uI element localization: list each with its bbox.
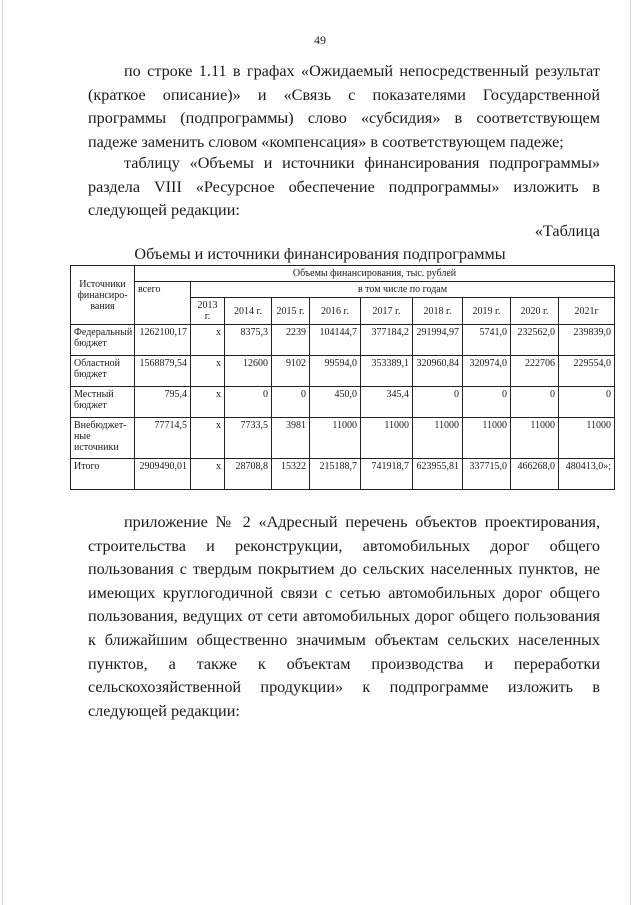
paragraph-table-replace xyxy=(88,152,600,223)
page-number: 49 xyxy=(314,33,326,47)
cell-value: 232562,0 xyxy=(511,325,559,356)
paragraph-text: приложение № 2 «Адресный перечень объектов проектирования, строительства и реконструкции, автомобильных дорог общего пользования с твердым покрытием до сельских населенных пунктов, не имеющих круглогодичной связи с сетью автомобильных дорог общего пользования, ведущих от сети автомобильных дорог общего пользования к ближайшим общественно значимым объектам сельских населенных пунктов, а также к объектам производства и переработки сельскохозяйственной продукции» к подпрограмме изложить в следующей редакции: xyxy=(88,513,600,720)
row-total: 795,4 xyxy=(135,387,191,418)
year-header: 2019 г. xyxy=(463,298,511,325)
cell-value: 104144,7 xyxy=(310,325,361,356)
cell-value: 0 xyxy=(559,387,615,418)
cell-value: 466268,0 xyxy=(511,459,559,490)
header-by-years: в том числе по годам xyxy=(191,282,615,298)
table-row-regional xyxy=(71,356,615,387)
row-total: 1262100,17 xyxy=(135,325,191,356)
cell-value: 215188,7 xyxy=(310,459,361,490)
cell-value: 345,4 xyxy=(361,387,413,418)
table-row-federal xyxy=(71,325,615,356)
cell-value: x xyxy=(191,459,225,490)
table-caption: «Таблица xyxy=(534,222,600,240)
cell-value: 0 xyxy=(511,387,559,418)
cell-value: 377184,2 xyxy=(361,325,413,356)
cell-value: 291994,97 xyxy=(413,325,463,356)
cell-value: 222706 xyxy=(511,356,559,387)
cell-value: 28708,8 xyxy=(225,459,272,490)
scan-edge-left xyxy=(2,0,3,905)
table-row-extrabudgetary xyxy=(71,418,615,459)
paragraph-appendix-2 xyxy=(88,511,600,723)
row-total: 1568879,54 xyxy=(135,356,191,387)
row-source: Федеральный бюджет xyxy=(71,325,135,356)
row-source: Областной бюджет xyxy=(71,356,135,387)
scan-edge-right xyxy=(630,0,631,905)
year-header: 2016 г. xyxy=(310,298,361,325)
cell-value: 11000 xyxy=(463,418,511,459)
year-header: 2015 г. xyxy=(272,298,310,325)
cell-value: 229554,0 xyxy=(559,356,615,387)
year-header: 2020 г. xyxy=(511,298,559,325)
cell-value: 480413,0»; xyxy=(559,459,615,490)
cell-value: x xyxy=(191,418,225,459)
cell-value: 11000 xyxy=(413,418,463,459)
cell-value: 353389,1 xyxy=(361,356,413,387)
cell-value: 11000 xyxy=(361,418,413,459)
table-row-local xyxy=(71,387,615,418)
cell-value: 12600 xyxy=(225,356,272,387)
cell-value: 0 xyxy=(272,387,310,418)
table-title: Объемы и источники финансирования подпрограммы xyxy=(134,245,506,263)
paragraph-text: таблицу «Объемы и источники финансирования подпрограммы» раздела VIII «Ресурсное обеспечение подпрограммы» изложить в следующей редакции: xyxy=(88,154,600,220)
year-header: 2017 г. xyxy=(361,298,413,325)
cell-value: 337715,0 xyxy=(463,459,511,490)
cell-value: 9102 xyxy=(272,356,310,387)
cell-value: 320960,84 xyxy=(413,356,463,387)
cell-value: 11000 xyxy=(511,418,559,459)
cell-value: 0 xyxy=(463,387,511,418)
header-volume: Объемы финансирования, тыс. рублей xyxy=(135,266,615,282)
row-source: Внебюджет-ные источники xyxy=(71,418,135,459)
cell-value: 8375,3 xyxy=(225,325,272,356)
row-total: 2909490,01 xyxy=(135,459,191,490)
cell-value: x xyxy=(191,387,225,418)
paragraph-text: по строке 1.11 в графах «Ожидаемый непосредственный результат (краткое описание)» и «Связь с показателями Государственной программы (подпрограммы) слово «субсидия» в соответствующем падеже заменить словом «компенсация» в соответствующем падеже; xyxy=(88,62,600,151)
year-header: 2018 г. xyxy=(413,298,463,325)
row-source: Местный бюджет xyxy=(71,387,135,418)
cell-value: 623955,81 xyxy=(413,459,463,490)
row-total: 77714,5 xyxy=(135,418,191,459)
header-source: Источники финансиро-вания xyxy=(71,266,135,325)
paragraph-row-1-11 xyxy=(88,60,600,154)
year-header: 2014 г. xyxy=(225,298,272,325)
cell-value: 320974,0 xyxy=(463,356,511,387)
cell-value: x xyxy=(191,325,225,356)
cell-value: 99594,0 xyxy=(310,356,361,387)
cell-value: 2239 xyxy=(272,325,310,356)
cell-value: 5741,0 xyxy=(463,325,511,356)
cell-value: 11000 xyxy=(310,418,361,459)
table-row-total xyxy=(71,459,615,490)
cell-value: 15322 xyxy=(272,459,310,490)
cell-value: 239839,0 xyxy=(559,325,615,356)
cell-value: 0 xyxy=(413,387,463,418)
cell-value: x xyxy=(191,356,225,387)
cell-value: 3981 xyxy=(272,418,310,459)
year-header: 2013 г. xyxy=(191,298,225,325)
financing-table xyxy=(70,265,615,490)
cell-value: 0 xyxy=(225,387,272,418)
cell-value: 11000 xyxy=(559,418,615,459)
cell-value: 741918,7 xyxy=(361,459,413,490)
cell-value: 450,0 xyxy=(310,387,361,418)
row-source: Итого xyxy=(71,459,135,490)
cell-value: 7733,5 xyxy=(225,418,272,459)
year-header: 2021г xyxy=(559,298,615,325)
header-total: всего xyxy=(135,282,191,325)
